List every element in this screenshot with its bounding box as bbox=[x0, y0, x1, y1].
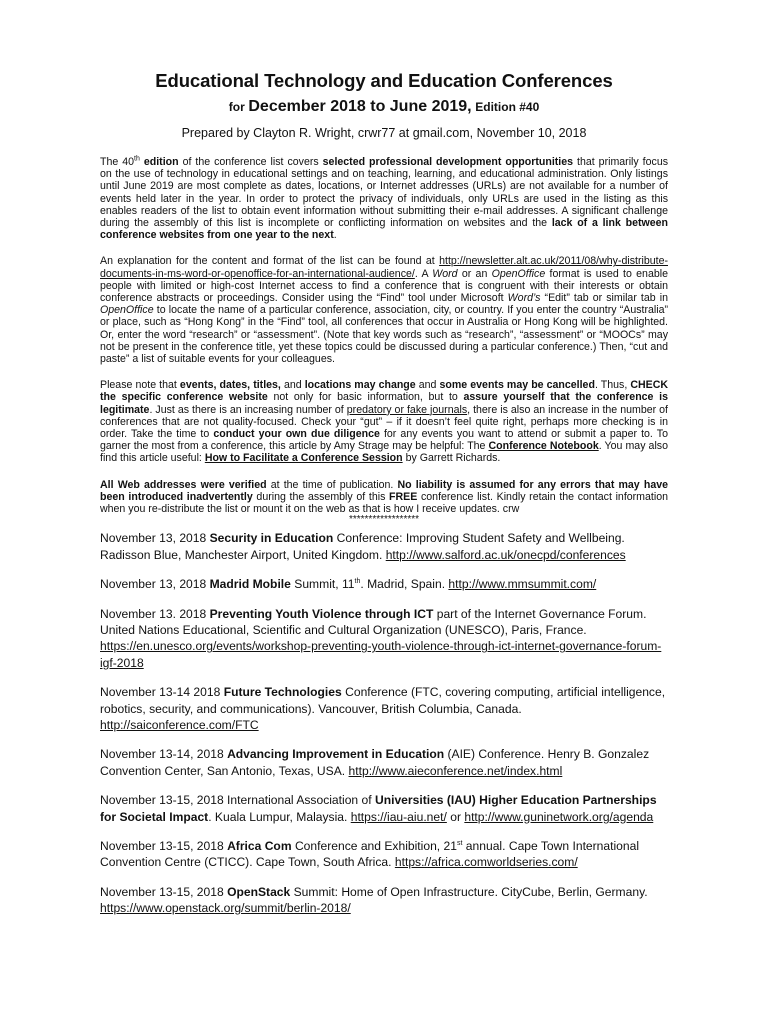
entry-link[interactable]: https://en.unesco.org/events/workshop-preventing-youth-violence-through-ict-internet-governance-forum-igf-2018 bbox=[100, 639, 662, 670]
conference-list bbox=[100, 530, 668, 916]
facilitate-session-link[interactable]: How to Facilitate a Conference Session bbox=[204, 452, 403, 465]
entry-name: Security in Education bbox=[209, 531, 334, 546]
entry-description: Conference: Improving Student Safety and Wellbeing. Radisson Blue, Manchester Airport, United Kingdom. bbox=[100, 531, 625, 562]
conference-entry bbox=[100, 792, 668, 825]
entry-name: Madrid Mobile bbox=[209, 577, 291, 592]
entry-date: November 13-15, 2018 bbox=[100, 838, 228, 853]
entry-date: November 13-15, 2018 International Association of bbox=[100, 793, 375, 808]
entry-ordinal-suffix: th bbox=[354, 578, 361, 586]
entry-description: Conference (FTC, covering computing, artificial intelligence, robotics, security, and communications). Vancouver, British Columbia, Canada. bbox=[100, 685, 666, 716]
entry-name: Africa Com bbox=[227, 838, 292, 853]
conference-entry bbox=[100, 606, 668, 672]
document-title: Educational Technology and Education Conferences bbox=[155, 70, 613, 91]
entry-ordinal-suffix: st bbox=[456, 839, 463, 847]
entry-name: Advancing Improvement in Education bbox=[227, 747, 445, 762]
format-paragraph: An explanation for the content and format of the list can be found at http://newsletter.alt.ac.uk/2011/08/why-distribute-documents-in-ms-word-or-openoffice-for-an-international-audience/. A Word or an OpenOffice format is used to enable people with limited or high-cost Internet access to find a conference that is congruent with their interests or obtain conference abstracts or proceedings. Consider using the “Find” tool under Microsoft Word’s “Edit” tab or similar tab in OpenOffice to locate the name of a particular conference, association, city, or country. If you enter the country “Australia” or place, such as “Hong Kong” in the “Find” tool, all conferences that occur in Australia or Hong Kong will be highlighted. Or, enter the word “research” or “assessment”. (Note that key words such as “research”, “assessment” or “MOOCs” may not be present in the conference title, yet these topics could be discussed during a particular conference.) Then, “cut and paste” a list of suitable events for your colleagues. bbox=[100, 255, 668, 366]
entry-link[interactable]: https://africa.comworldseries.com/ bbox=[394, 855, 578, 870]
document-subtitle: for December 2018 to June 2019, Edition #40 bbox=[228, 98, 540, 115]
caution-paragraph: Please note that events, dates, titles, and locations may change and some events may be cancelled. Thus, CHECK the specific conference website not only for basic information, but to assure yourself that the conference is legitimate. Just as there is an increasing number of predatory or fake journals, there is also an increase in the number of conferences that are not quality-focused. Check your “gut” – if it doesn’t feel quite right, perhaps more checking is in order. Take the time to conduct your own due diligence for any events you want to attend or submit a paper to. To garner the most from a conference, this article by Amy Strage may be helpful: The Conference Notebook. You may also find this article useful: How to Facilitate a Conference Session by Garrett Richards. bbox=[100, 379, 669, 465]
conference-entry bbox=[100, 530, 668, 563]
entry-date: November 13-14, 2018 bbox=[100, 747, 228, 762]
entry-date: November 13-14 2018 bbox=[100, 685, 224, 700]
entry-name: Preventing Youth Violence through ICT bbox=[209, 606, 434, 621]
predatory-journals-link[interactable]: predatory or fake journals bbox=[346, 403, 468, 416]
conference-notebook-link[interactable]: Conference Notebook bbox=[488, 440, 599, 453]
entry-description: . Madrid, Spain. bbox=[360, 577, 449, 592]
conference-entry bbox=[100, 838, 668, 871]
entry-link[interactable]: http://saiconference.com/FTC bbox=[100, 717, 259, 732]
conference-entry bbox=[100, 884, 668, 917]
conference-entry bbox=[100, 684, 668, 733]
entry-description: part of the Internet Governance Forum. United Nations Educational, Scientific and Cultural Organization (UNESCO), Paris, France. bbox=[100, 606, 647, 637]
conference-entry bbox=[100, 576, 668, 592]
entry-date: November 13-15, 2018 bbox=[100, 884, 228, 899]
prepared-by: Prepared by Clayton R. Wright, crwr77 at gmail.com, November 10, 2018 bbox=[181, 126, 587, 140]
entry-link[interactable]: https://www.openstack.org/summit/berlin-2018/ bbox=[100, 901, 351, 916]
separator-stars: ****************** bbox=[348, 514, 420, 526]
entry-description: . Kuala Lumpur, Malaysia. bbox=[208, 809, 351, 824]
entry-link[interactable]: https://iau-aiu.net/ bbox=[350, 809, 447, 824]
entry-name: Universities (IAU) Higher Education Partnerships for Societal Impact bbox=[100, 793, 657, 824]
entry-link[interactable]: http://www.aieconference.net/index.html bbox=[348, 763, 563, 778]
entry-connector: or bbox=[446, 809, 465, 824]
entry-description: (AIE) Conference. Henry B. Gonzalez Convention Center, San Antonio, Texas, USA. bbox=[100, 747, 650, 778]
entry-name: Future Technologies bbox=[223, 685, 342, 700]
entry-link[interactable]: http://www.salford.ac.uk/onecpd/conferences bbox=[385, 547, 626, 562]
entry-description: Conference and Exhibition, 21 bbox=[291, 838, 457, 853]
entry-description: Summit: Home of Open Infrastructure. CityCube, Berlin, Germany. bbox=[290, 884, 648, 899]
disclaimer-paragraph: All Web addresses were verified at the time of publication. No liability is assumed for any errors that may have been introduced inadvertently during the assembly of this FREE conference list. Kindly retain the contact information when you re-distribute the list or mount it on the web as that is how I receive updates. crw bbox=[100, 478, 668, 516]
entry-link[interactable]: http://www.mmsummit.com/ bbox=[448, 577, 597, 592]
entry-date: November 13, 2018 bbox=[100, 577, 210, 592]
entry-date: November 13. 2018 bbox=[100, 606, 210, 621]
conference-entry bbox=[100, 746, 668, 779]
entry-link-secondary[interactable]: http://www.guninetwork.org/agenda bbox=[464, 809, 654, 824]
entry-description: Summit, 11 bbox=[290, 577, 355, 592]
explanation-link[interactable]: http://newsletter.alt.ac.uk/2011/08/why-distribute-documents-in-ms-word-or-openoffice-for-an-international-audience/ bbox=[100, 255, 668, 280]
entry-date: November 13, 2018 bbox=[100, 531, 210, 546]
intro-paragraph: The 40th edition of the conference list covers selected professional development opportunities that primarily focus on the use of technology in educational settings and on teaching, learning, and educational administration. Only listings until June 2019 are most complete as dates, locations, or Internet addresses (URLs) are not available for a number of events held later in the year. In order to protect the privacy of individuals, only URLs are used in the listing as this enables readers of the list to obtain event information without submitting their e-mail addresses. A significant challenge during the assembly of this list is incomplete or conflicting information on websites and the lack of a link between conference websites from one year to the next. bbox=[100, 155, 669, 242]
entry-description: annual. Cape Town International Convention Centre (CTICC). Cape Town, South Africa. bbox=[100, 838, 640, 870]
entry-name: OpenStack bbox=[227, 884, 291, 899]
